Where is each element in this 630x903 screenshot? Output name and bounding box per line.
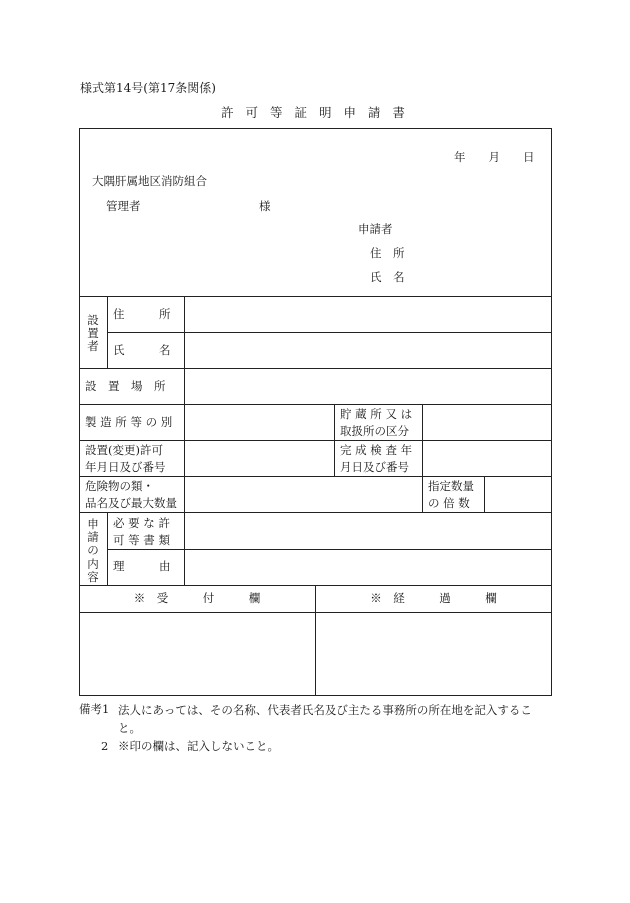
required-docs-line2: 可 等 書 類 [113, 532, 170, 547]
required-docs-line1: 必 要 な 許 [113, 516, 170, 530]
required-docs-label [113, 515, 170, 548]
inspection-label-line2: 月日及び番号 [340, 459, 409, 474]
content-label: 申請の内容 [87, 517, 99, 584]
document-title: 許 可 等 証 明 申 請 書 [221, 105, 409, 120]
inspection-label [340, 442, 412, 475]
honorific: 様 [259, 199, 271, 213]
permit-label-line2: 年月日及び番号 [85, 459, 166, 474]
note2-label: 2 [101, 739, 109, 753]
storage-classification-label [340, 406, 412, 439]
hazard-label [85, 478, 177, 511]
installer-name-label: 氏 名 [113, 343, 171, 357]
permit-label-line1: 設置(変更)許可 [85, 443, 163, 457]
facility-type-label: 製 造 所 等 の 別 [85, 415, 173, 429]
installer-address-label: 住 所 [113, 307, 171, 321]
reception-header: ※ 受 付 欄 [133, 591, 261, 605]
inspection-label-line1: 完 成 検 査 年 [340, 443, 413, 457]
note2-text: ※印の欄は、記入しないこと。 [118, 739, 279, 753]
multiple-label-line2: の 倍 数 [428, 495, 470, 510]
installer-label: 設置者 [87, 313, 99, 354]
multiple-label [428, 478, 474, 511]
note1-label: 備考1 [79, 702, 110, 716]
hazard-label-line1: 危険物の類・ [85, 479, 154, 493]
permit-label [85, 442, 166, 475]
storage-label-line1: 貯 蔵 所 又 は [340, 407, 413, 421]
date-line: 年 月 日 [454, 150, 535, 164]
manager-label: 管理者 [106, 199, 141, 213]
applicant-address-label: 住 所 [370, 246, 405, 260]
applicant-name-label: 氏 名 [370, 270, 405, 284]
applicant-label: 申請者 [358, 222, 393, 236]
note1-text: 法人にあっては、その名称、代表者氏名及び主たる事務所の所在地を記入すること。 [118, 703, 532, 736]
reason-label: 理 由 [113, 559, 171, 573]
hazard-label-line2: 品名及び最大数量 [85, 495, 177, 510]
multiple-label-line1: 指定数量 [428, 479, 474, 493]
organization-name: 大隅肝属地区消防組合 [92, 174, 207, 188]
form-number: 様式第14号(第17条関係) [80, 81, 216, 95]
storage-label-line2: 取扱所の区分 [340, 423, 409, 438]
location-label: 設 置 場 所 [85, 379, 166, 393]
progress-header: ※ 経 過 欄 [370, 591, 497, 605]
